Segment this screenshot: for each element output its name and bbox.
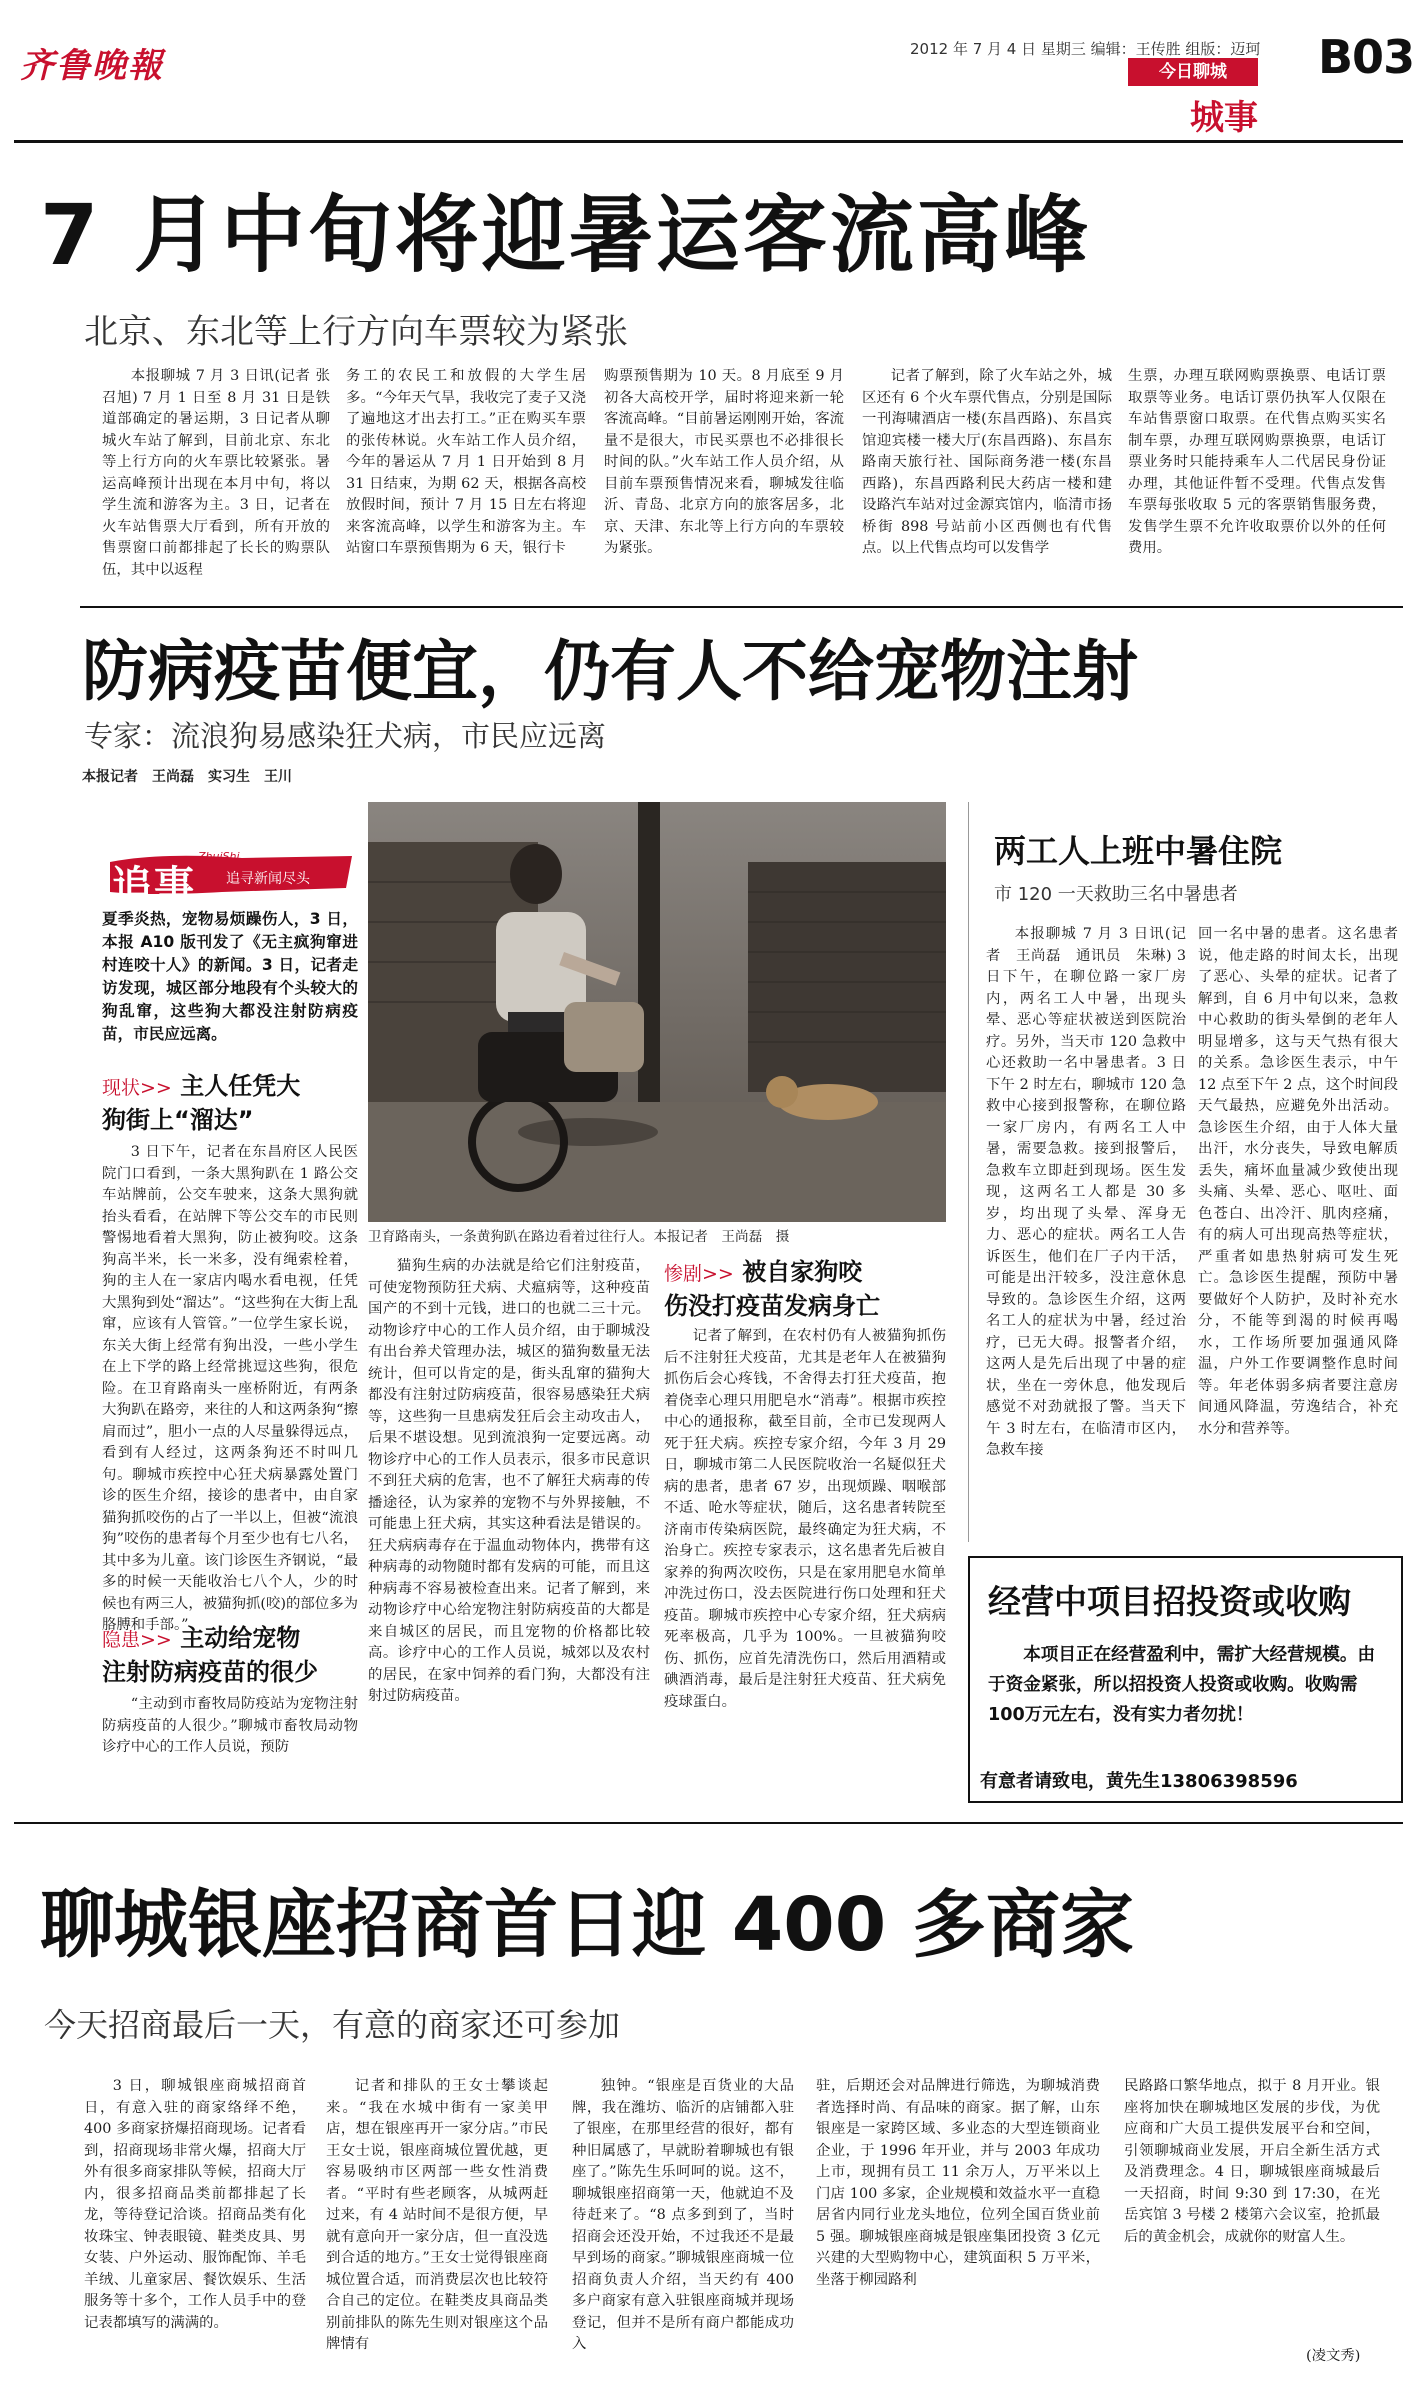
zhuishi-label: 追事 xyxy=(112,863,196,909)
article2-section1-body: 3 日下午，记者在东昌府区人民医院门口看到，一条大黑狗趴在 1 路公交车站牌前，公交车驶来，这条大黑狗就抬头看看，在站牌下等公交车的市民则警惕地看着大黑狗，防止被狗咬。这条狗高半米，长一米多，没有绳索栓着，狗的主人在一家店内喝水看电视，任凭大黑狗到处“溜达”。“这些狗在大街上乱窜，应该有人管管。”一位学生家长说，东关大街上经常有狗出没，一些小学生在上下学的路上经常挑逗这些狗，很危险。在卫育路南头一座桥附近，有两条大狗趴在路旁，来往的人和这两条狗“擦肩而过”，胆小一点的人尽量躲得远点，看到有人经过，这两条狗还不时叫几句。聊城市疾控中心狂犬病暴露处置门诊的医生介绍，接诊的患者中，由自家猫狗抓咬伤的占了一半以上，但被“流浪狗”咬伤的患者每个月至少也有七八名，其中多为儿童。该门诊医生齐钢说，“最多的时候一天能收治七八个人，少的时候也有两三人，被猫狗抓(咬)的部位多为胳膊和手部。” xyxy=(102,1144,358,1633)
ad-contact: 有意者请致电，黄先生13806398596 xyxy=(980,1771,1298,1792)
article2-byline: 本报记者 王尚磊 实习生 王川 xyxy=(82,769,292,785)
article1-col1: 本报聊城 7 月 3 日讯(记者 张召旭) 7 月 1 日至 8 月 31 日是铁道部确定的暑运期，3 日记者从聊城火车站了解到，目前北京、东北等上行方向的火车票比较紧张。暑运高峰预计出现在本月中旬，将以学生流和游客为主。3 日，记者在火车站售票大厅看到，所有开放的售票窗口前都排起了长长的购票队伍，其中以返程 xyxy=(102,368,330,578)
article2-section3-title xyxy=(664,1256,946,1322)
article2-mid-col-a: 猫狗生病的办法就是给它们注射疫苗，可使宠物预防狂犬病、犬瘟病等，这种疫苗国产的不到十元钱，进口的也就二三十元。动物诊疗中心的工作人员介绍，由于聊城没有出台养犬管理办法，城区的猫狗数量无法统计，但可以肯定的是，街头乱窜的猫狗大都没有注射过防病疫苗，很容易感染狂犬病等，这些狗一旦患病发狂后会主动攻击人，后果不堪设想。见到流浪狗一定要远离。动物诊疗中心的工作人员表示，很多市民意识不到狂犬病的危害，也不了解狂犬病毒的传播途径，认为家养的宠物不与外界接触，不可能患上狂犬病，其实这种看法是错误的。狂犬病病毒存在于温血动物体内，携带有这种病毒的动物随时都有发病的可能，而且这种病毒不容易被检查出来。记者了解到，来动物诊疗中心给宠物注射防病疫苗的大都是来自城区的居民，而且宠物的价格都比较高。诊疗中心的工作人员说，城郊以及农村的居民，在家中饲养的看门狗，大都没有注射过防病疫苗。 xyxy=(368,1258,650,1704)
article3-subhead: 市 120 一天救助三名中暑患者 xyxy=(994,884,1238,905)
zhuishi-logo xyxy=(102,848,358,908)
article2-headline: 防病疫苗便宜，仍有人不给宠物注射 xyxy=(82,633,1138,710)
article4-col4: 驻，后期还会对品牌进行筛选，为聊城消费者选择时尚、有品味的商家。据了解，山东银座是一家跨区域、多业态的大型连锁商业企业，于 1996 年开业，并与 2003 年成功上市，现拥有员工 11 余万人，万平米以上门店 100 多家，企业规模和效益水平一直稳居省内同行业龙头地位，位列全国百货业前 5 强。聊城银座商城是银座集团投资 3 亿元兴建的大型购物中心，建筑面积 5 万平米，坐落于柳园路利 xyxy=(816,2078,1100,2288)
ad-body: 本项目正在经营盈利中，需扩大经营规模。由于资金紧张，所以招投资人投资或收购。收购需100万元左右，没有实力者勿扰！ xyxy=(988,1645,1376,1725)
column-divider xyxy=(968,802,969,1542)
article2-section1-title xyxy=(102,1070,358,1136)
article4-col1: 3 日，聊城银座商城招商首日，有意入驻的商家络绎不绝，400 多商家挤爆招商现场。记者看到，招商现场非常火爆，招商大厅外有很多商家排队等候，招商大厅内，很多招商品类前都排起了长龙，等待登记洽谈。招商品类有化妆珠宝、钟表眼镜、鞋类皮具、男女装、户外运动、服饰配饰、羊毛羊绒、儿童家居、餐饮娱乐、生活服务等十多个，工作人员手中的登记表都填写的满满的。 xyxy=(84,2078,306,2331)
zhuishi-pinyin: ZhuiShi xyxy=(198,850,240,863)
section3-title-b: 伤没打疫苗发病身亡 xyxy=(664,1292,880,1320)
article4-col3: 独钟。“银座是百货业的大品牌，我在潍坊、临沂的店铺都入驻了银座，在那里经营的很好，都有种旧属感了，早就盼着聊城也有银座了。”陈先生乐呵呵的说。这不，聊城银座招商第一天，他就迫不及待赶来了。“8 点多到到了，当时招商会还没开始，不过我还不是最早到场的商家。”聊城银座商城一位招商负责人介绍，当天约有 400 多户商家有意入驻银座商城并现场登记，但并不是所有商户都能成功入 xyxy=(572,2078,794,2352)
section1-title-a: 主人任凭大 xyxy=(180,1072,301,1100)
divider xyxy=(14,1822,1403,1824)
section2-title-b: 注射防病疫苗的很少 xyxy=(102,1658,318,1686)
header-rule xyxy=(14,140,1403,143)
section1-title-b: 狗街上“溜达” xyxy=(102,1106,254,1134)
section2-title-a: 主动给宠物 xyxy=(180,1624,301,1652)
article4-col2: 记者和排队的王女士攀谈起来。“我在水城中街有一家美甲店，想在银座再开一家分店。”市民王女士说，银座商城位置优越，更容易吸纳市区两部一些女性消费者。“平时有些老顾客，从城两赶过来，有 4 站时间不是很方便，早就有意向开一家分店，但一直没选到合适的地方。”王女士觉得银座商城位置合适，而消费层次也比较符合自己的定位。在鞋类皮具商品类别前排队的陈先生则对银座这个品牌情有 xyxy=(326,2078,548,2352)
article4-col5: 民路路口繁华地点，拟于 8 月开业。银座将加快在聊城地区发展的步伐，为优应商和广大员工提供发展平台和空间，引领聊城商业发展，开启全新生活方式及消费理念。4 日，聊城银座商城最后一天招商，时间 9:30 到 17:30，在光岳宾馆 3 号楼 2 楼第六会议室，抢抓最后的黄金机会，成就你的财富人生。 xyxy=(1124,2078,1380,2245)
section2-label: 隐患>> xyxy=(102,1629,172,1651)
section-tag: 今日聊城 xyxy=(1128,58,1258,86)
article1-col3: 购票预售期为 10 天。8 月底至 9 月初各大高校开学，届时将迎来新一轮客流高峰。“目前暑运刚刚开始，客流量不是很大，市民买票也不必排很长时间的队。”火车站工作人员介绍，从目前车票预售情况来看，聊城发往临沂、青岛、北京方向的旅客居多，北京、天津、东北等上行方向的车票较为紧张。 xyxy=(604,368,844,556)
section-name: 城事 xyxy=(1190,98,1258,138)
article1-subhead: 北京、东北等上行方向车票较为紧张 xyxy=(84,312,628,352)
photo-caption: 卫育路南头，一条黄狗趴在路边看着过往行人。本报记者 王尚磊 摄 xyxy=(368,1229,790,1245)
news-photo-woman-bicycle-dog xyxy=(368,802,946,1222)
article4-signature: (凌文秀) xyxy=(1306,2348,1361,2364)
article4-subhead: 今天招商最后一天，有意的商家还可参加 xyxy=(44,2006,621,2044)
page-number: B03 xyxy=(1318,30,1415,84)
section3-title-a: 被自家狗咬 xyxy=(742,1258,863,1286)
article2-mid-col-b: 记者了解到，在农村仍有人被猫狗抓伤后不注射狂犬疫苗，尤其是老年人在被猫狗抓伤后会心疼钱，不舍得去打狂犬疫苗，抱着侥幸心理只用肥皂水“消毒”。根据市疾控中心的通报称，截至目前，全市已发现两人死于狂犬病。疾控专家介绍，今年 3 月 29 日，聊城市第二人民医院收治一名疑似狂犬病的患者，患者 67 岁，出现烦躁、咽喉部不适、呛水等症状，随后，这名患者转院至济南市传染病医院，最终确定为狂犬病，不治身亡。疾控专家表示，这名患者先后被自家养的狗两次咬伤，只是在家用肥皂水简单冲洗过伤口，没去医院进行伤口处理和狂犬疫苗。聊城市疾控中心专家介绍，狂犬病病死率极高，几乎为 100%。一旦被猫狗咬伤、抓伤，应首先清洗伤口，然后用酒精或碘酒消毒，最后是注射狂犬疫苗、狂犬病免疫球蛋白。 xyxy=(664,1328,946,1710)
article1-col4: 记者了解到，除了火车站之外，城区还有 6 个火车票代售点，分别是国际一刊海啸酒店一楼(东昌西路)、东昌宾馆迎宾楼一楼大厅(东昌西路)、东昌东路南天旅行社、国际商务港一楼(东昌西路)，东昌西路利民大药店一楼和建设路汽车站对过金源宾馆内，临清市扬桥街 898 号站前小区西侧也有代售点。以上代售点均可以发售学 xyxy=(862,368,1112,556)
header-date-meta: 2012 年 7 月 4 日 星期三 编辑：王传胜 组版：迈珂 xyxy=(910,40,1261,58)
zhuishi-tagline: 追寻新闻尽头 xyxy=(226,871,310,887)
article2-subhead: 专家：流浪狗易感染狂犬病，市民应远离 xyxy=(84,719,607,753)
article3-headline: 两工人上班中暑住院 xyxy=(994,832,1283,870)
article4-headline: 聊城银座招商首日迎 400 多商家 xyxy=(40,1882,1134,1968)
article3-col2: 回一名中暑的患者。这名患者说，他走路的时间太长，出现了恶心、头晕的症状。记者了解到，自 6 月中旬以来，急救中心救助的街头晕倒的老年人明显增多，这与天气热有很大的关系。急诊医生表示，中午 12 点至下午 2 点，这个时间段天气最热，应避免外出活动。急诊医生介绍，由于人体大量出汗，水分丧失，导致电解质丢失，痛坏血量减少致使出现头痛、头晕、恶心、呕吐、面色苍白、出冷汗、肌肉痉痛，有的病人可出现高热等症状，严重者如患热射病可发生死亡。急诊医生提醒，预防中暑要做好个人防护，及时补充水分，不能等到渴的时候再喝水，工作场所要加强通风降温，户外工作要调整作息时间等。年老体弱多病者要注意房间通风降温，劳逸结合，补充水分和营养等。 xyxy=(1198,926,1398,1437)
article2-section2-body: “主动到市畜牧局防疫站为宠物注射防病疫苗的人很少。”聊城市畜牧局动物诊疗中心的工作人员说，预防 xyxy=(102,1696,358,1755)
article2-section2-title xyxy=(102,1622,358,1688)
article1-col5: 生票，办理互联网购票换票、电话订票取票等业务。电话订票仍执军人仅限在车站售票窗口取票。在代售点购买实名制车票，办理互联网购票换票，电话订票业务时只能持乘车人二代居民身份证办理，其他证件暂不受理。代售点发售车票每张收取 5 元的客票销售服务费，发售学生票不允许收取票价以外的任何费用。 xyxy=(1128,368,1386,556)
article1-col2: 务工的农民工和放假的大学生居多。“今年天气旱，我收完了麦子又浇了遍地这才出去打工。”正在购买车票的张传林说。火车站工作人员介绍，今年的暑运从 7 月 1 日开始到 8 月 31 日结束，为期 62 天，根据各高校放假时间，预计 7 月 15 日左右将迎来客流高峰，以学生和游客为主。车站窗口车票预售期为 6 天，银行卡 xyxy=(346,368,586,556)
section3-label: 惨剧>> xyxy=(664,1263,734,1285)
article3-col1: 本报聊城 7 月 3 日讯(记者 王尚磊 通讯员 朱琳) 3 日下午，在聊位路一家厂房内，两名工人中暑，出现头晕、恶心等症状被送到医院治疗。另外，当天市 120 急救中心还救助一名中暑患者。3 日下午 2 时左右，聊城市 120 急救中心接到报警称，在聊位路一家厂房内，有两名工人中暑，需要急救。接到报警后，急救车立即赶到现场。医生发现，这两名工人都是 30 多岁，均出现了头晕、浑身无力、恶心的症状。两名工人告诉医生，他们在厂子内干活，可能是出汗较多，没注意休息导致的。急诊医生介绍，这两名工人的症状为中暑，经过治疗，已无大碍。报警者介绍，这两人是先后出现了中暑的症状，坐在一旁休息，他发现后感觉不对劲就报了警。当天下午 3 时左右，在临清市区内，急救车接 xyxy=(986,926,1186,1458)
masthead-logo: 齐鲁晚報 xyxy=(20,46,164,86)
divider xyxy=(80,606,1403,608)
section1-label: 现状>> xyxy=(102,1077,172,1099)
ad-box xyxy=(968,1556,1403,1803)
article2-lead: 夏季炎热，宠物易烦躁伤人，3 日，本报 A10 版刊发了《无主疯狗窜进村连咬十人》的新闻。3 日，记者走访发现，城区部分地段有个头较大的狗乱窜，这些狗大都没注射防病疫苗，市民应远离。 xyxy=(102,910,358,1043)
article1-headline: 7 月中旬将迎暑运客流高峰 xyxy=(40,186,1091,284)
ad-title: 经营中项目招投资或收购 xyxy=(988,1582,1351,1621)
